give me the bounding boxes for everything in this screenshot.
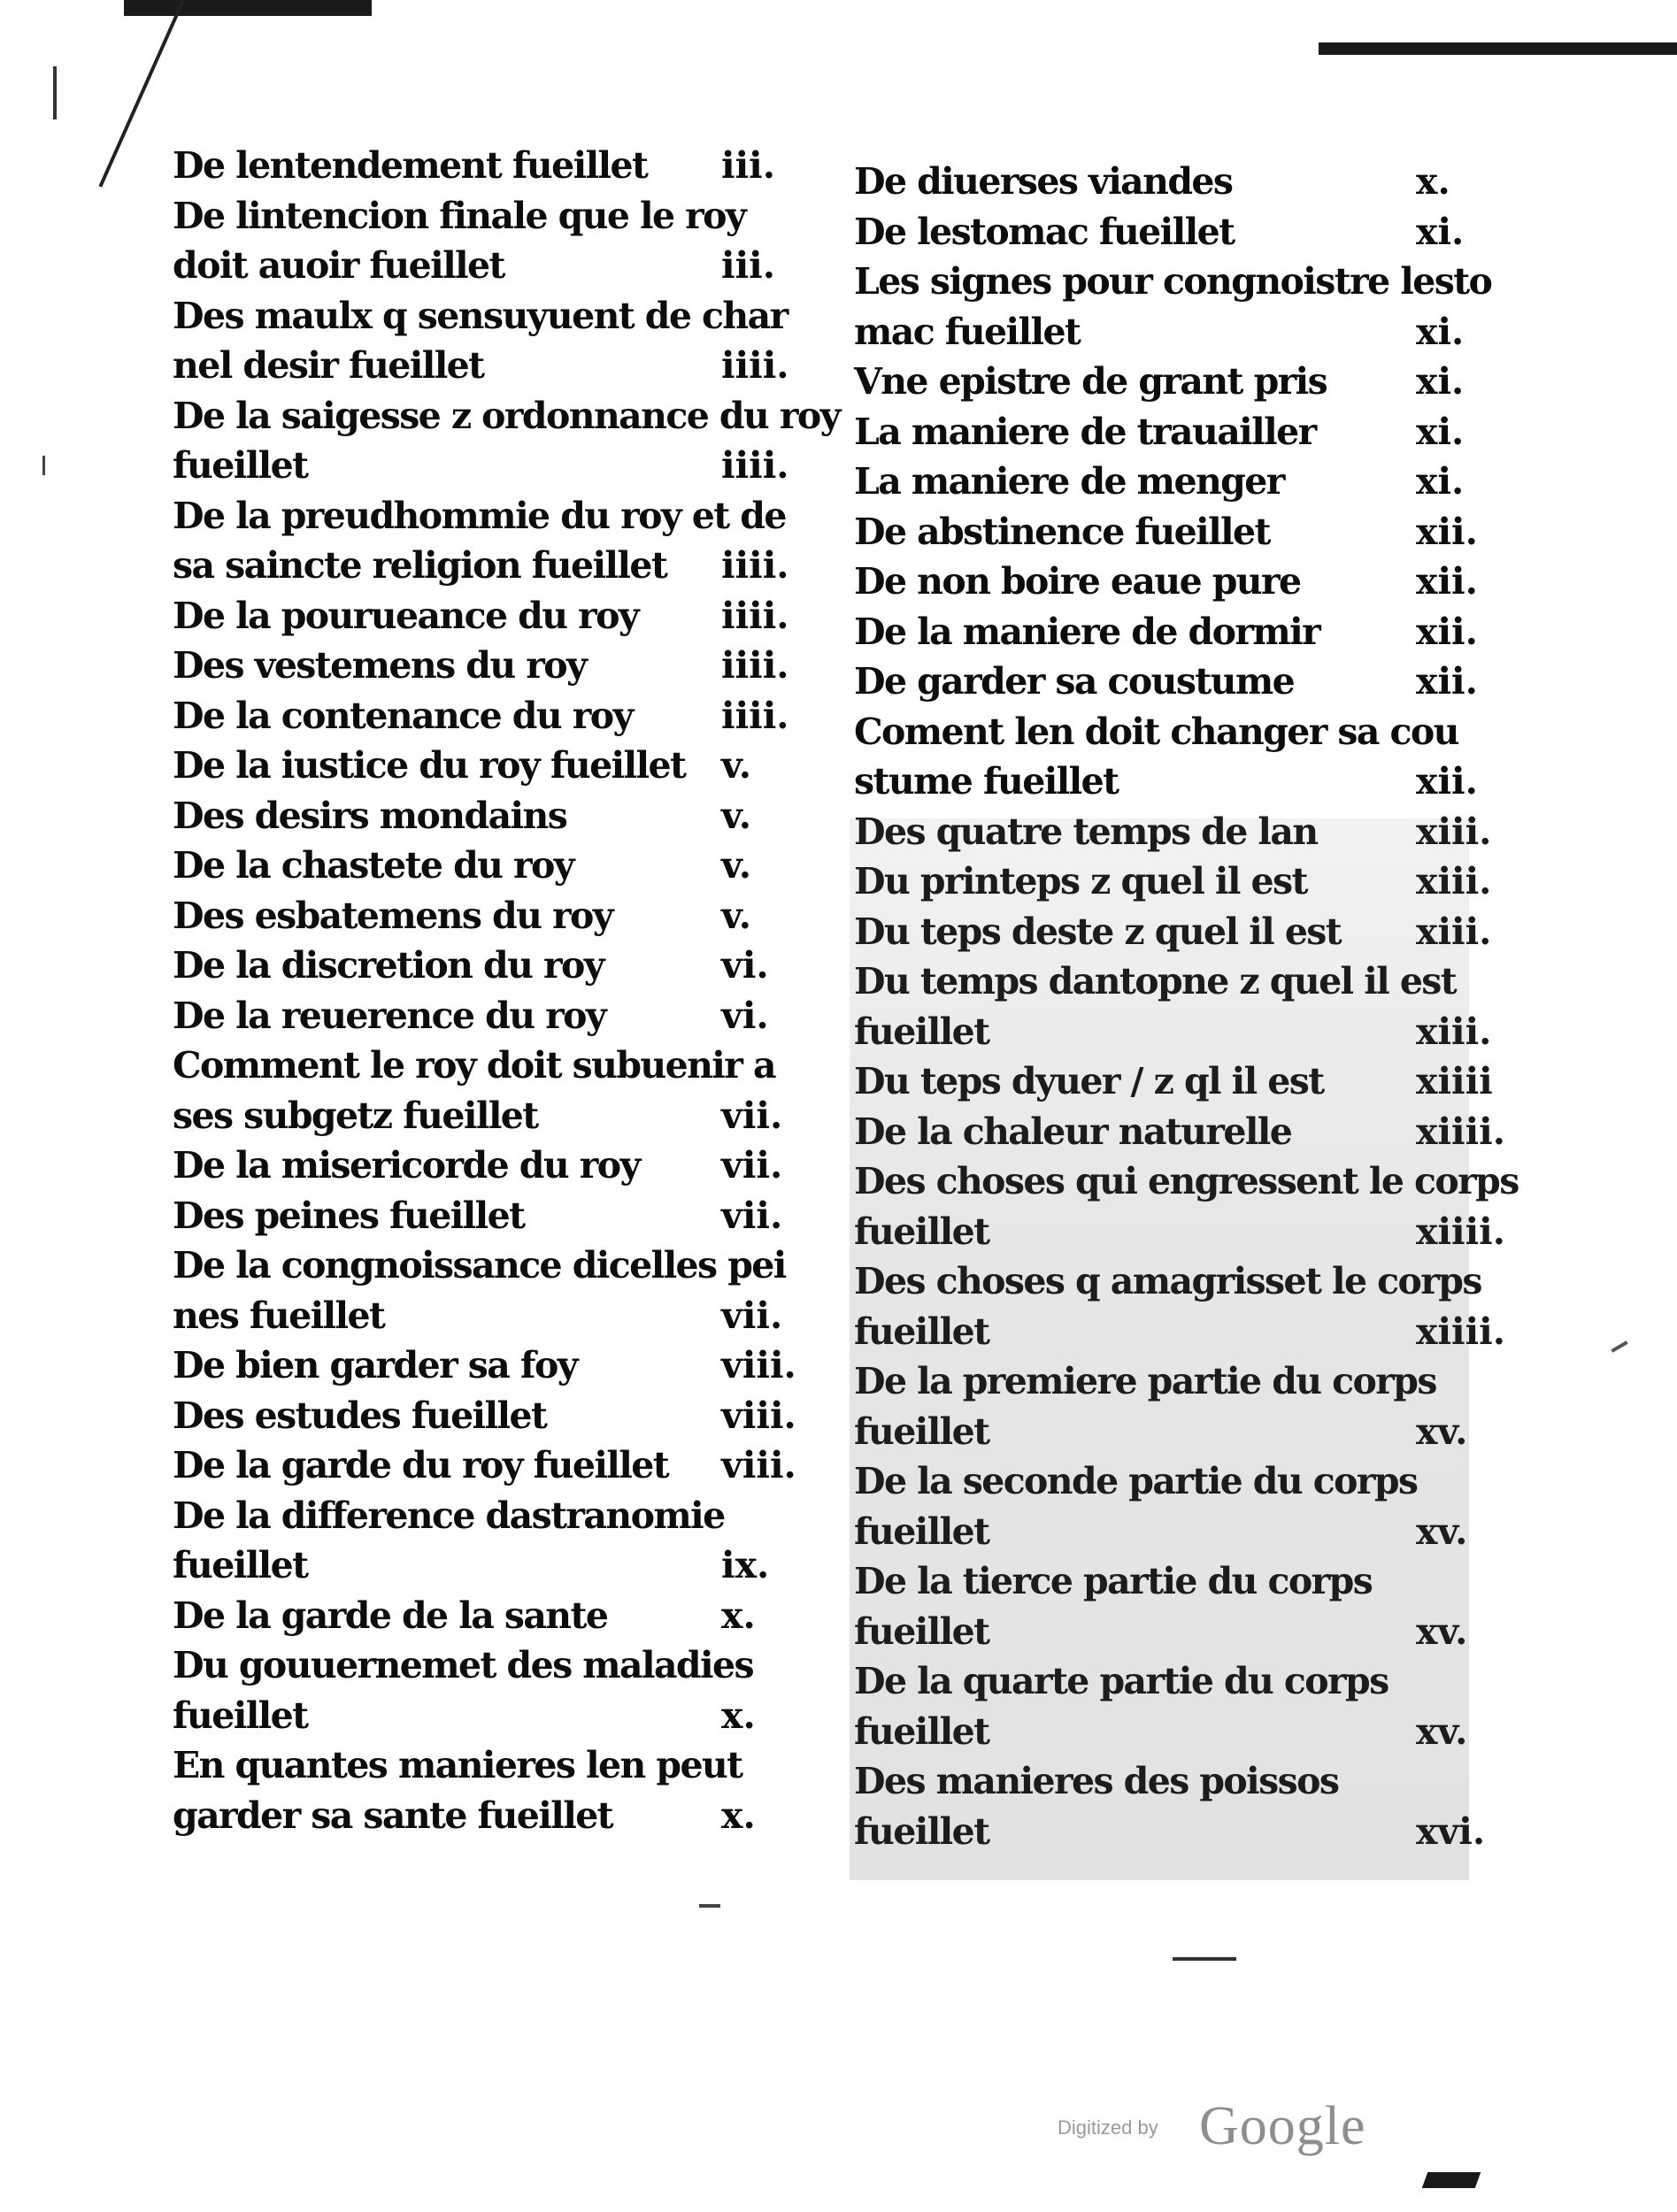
toc-entry-folio: vi.	[721, 994, 769, 1037]
toc-entry-folio: ix.	[721, 1544, 770, 1586]
toc-entry-folio: vii.	[721, 1194, 783, 1237]
toc-entry-title: De la garde de la sante	[173, 1594, 608, 1637]
toc-entry-title: De la congnoissance dicelles pei	[173, 1244, 786, 1286]
toc-entry-folio: vii.	[721, 1294, 783, 1337]
scan-edge-mark	[1319, 42, 1677, 55]
toc-entry-folio: xii.	[1416, 560, 1478, 603]
toc-entry-title: fueillet	[854, 1809, 989, 1853]
toc-entry-title: Des maulx q sensuyuent de char	[173, 294, 788, 337]
toc-entry-title: De la garde du roy fueillet	[173, 1444, 669, 1486]
scan-speck	[1173, 1957, 1236, 1961]
toc-entry-folio: iii.	[721, 144, 775, 187]
toc-entry-title: De la seconde partie du corps	[854, 1460, 1418, 1502]
toc-entry-title: De la maniere de dormir	[854, 610, 1320, 653]
toc-entry-title: De la reuerence du roy	[173, 994, 606, 1037]
toc-entry-title: Des choses q amagrisset le corps	[854, 1260, 1481, 1302]
toc-entry-title: De lentendement fueillet	[173, 144, 648, 187]
toc-entry-folio: xv.	[1416, 1609, 1468, 1653]
toc-entry-folio: vi.	[721, 944, 769, 987]
toc-entry-title: stume fueillet	[854, 760, 1119, 803]
toc-entry-title: De la misericorde du roy	[173, 1144, 640, 1187]
google-logo: Google	[1199, 2096, 1366, 2156]
toc-entry-title: De la difference dastranomie	[173, 1494, 725, 1537]
toc-entry-title: De lestomac fueillet	[854, 210, 1235, 253]
toc-entry-title: garder sa sante fueillet	[173, 1793, 613, 1837]
scan-speck	[53, 66, 57, 119]
toc-entry-folio: xiii.	[1416, 860, 1492, 902]
toc-entry-title: De la contenance du roy	[173, 694, 633, 737]
toc-entry-title: fueillet	[854, 1409, 989, 1453]
toc-entry-folio: iiii.	[721, 544, 789, 587]
toc-entry-title: De abstinence fueillet	[854, 510, 1270, 553]
toc-entry-folio: xv.	[1416, 1509, 1468, 1553]
toc-entry-title: Les signes pour congnoistre lesto	[854, 260, 1492, 303]
toc-entry-folio: xii.	[1416, 610, 1478, 653]
toc-entry-title: De la premiere partie du corps	[854, 1360, 1436, 1402]
toc-entry-title: nes fueillet	[173, 1294, 385, 1337]
toc-entry-title: De non boire eaue pure	[854, 560, 1301, 603]
toc-entry-title: La maniere de trauailler	[854, 410, 1316, 453]
toc-entry-title: Des estudes fueillet	[173, 1394, 547, 1437]
toc-entry-folio: xi.	[1416, 410, 1465, 453]
toc-entry-title: Du teps dyuer / z ql il est	[854, 1060, 1324, 1102]
toc-entry-title: Du teps deste z quel il est	[854, 910, 1342, 953]
toc-entry-title: De la quarte partie du corps	[854, 1660, 1389, 1702]
toc-entry-title: Des esbatemens du roy	[173, 894, 612, 937]
toc-entry-title: De la preudhommie du roy et de	[173, 494, 786, 537]
toc-entry-folio: xvi.	[1416, 1809, 1486, 1853]
digitized-by-label: Digitized by	[1058, 2116, 1158, 2139]
toc-entry-title: Des vestemens du roy	[173, 644, 587, 687]
toc-entry-folio: xiii.	[1416, 810, 1492, 853]
toc-entry-title: En quantes manieres len peut	[173, 1744, 742, 1786]
toc-entry-folio: iiii.	[721, 644, 789, 687]
toc-entry-title: De garder sa coustume	[854, 660, 1295, 703]
toc-entry-folio: xiii.	[1416, 1010, 1492, 1053]
toc-entry-folio: xii.	[1416, 660, 1478, 703]
toc-entry-folio: iiii.	[721, 444, 789, 487]
toc-entry-folio: xiiii.	[1416, 1310, 1506, 1353]
toc-entry-title: De la iustice du roy fueillet	[173, 744, 686, 787]
toc-entry-folio: xiiii.	[1416, 1210, 1506, 1253]
toc-entry-title: fueillet	[854, 1709, 989, 1753]
toc-entry-folio: v.	[721, 744, 751, 787]
toc-entry-title: Coment len doit changer sa cou	[854, 710, 1458, 753]
toc-entry-title: La maniere de menger	[854, 460, 1284, 503]
toc-entry-title: nel desir fueillet	[173, 344, 484, 387]
toc-entry-title: De la discretion du roy	[173, 944, 604, 987]
toc-entry-folio: x.	[721, 1793, 756, 1837]
toc-entry-title: Des quatre temps de lan	[854, 810, 1318, 853]
scan-speck	[42, 456, 45, 475]
toc-entry-folio: xiiii.	[1416, 1110, 1506, 1153]
scan-speck	[1611, 1340, 1627, 1352]
toc-entry-folio: iiii.	[721, 344, 789, 387]
toc-entry-title: Du temps dantopne z quel il est	[854, 960, 1457, 1002]
toc-entry-title: De la tierce partie du corps	[854, 1560, 1373, 1602]
toc-entry-title: fueillet	[854, 1609, 989, 1653]
toc-entry-title: fueillet	[854, 1509, 989, 1553]
toc-entry-title: Du gouuernemet des maladies	[173, 1644, 753, 1686]
toc-entry-title: De la saigesse z ordonnance du roy	[173, 394, 840, 437]
toc-entry-title: Des desirs mondains	[173, 794, 567, 837]
toc-entry-title: fueillet	[173, 1694, 308, 1737]
toc-entry-folio: xi.	[1416, 460, 1465, 503]
toc-entry-folio: v.	[721, 894, 751, 937]
toc-entry-title: mac fueillet	[854, 310, 1081, 353]
toc-entry-title: De diuerses viandes	[854, 160, 1233, 203]
toc-entry-title: De la chastete du roy	[173, 844, 573, 887]
toc-entry-title: fueillet	[173, 1544, 308, 1586]
toc-entry-title: sa saincte religion fueillet	[173, 544, 667, 587]
toc-entry-title: fueillet	[854, 1010, 989, 1053]
toc-entry-folio: viii.	[721, 1344, 796, 1386]
toc-entry-title: fueillet	[854, 1210, 989, 1253]
toc-entry-folio: viii.	[721, 1444, 796, 1486]
scan-corner-mark	[1422, 2172, 1481, 2188]
toc-entry-folio: xi.	[1416, 310, 1465, 353]
toc-entry-folio: iiii.	[721, 594, 789, 637]
toc-entry-folio: x.	[1416, 160, 1450, 203]
toc-entry-folio: v.	[721, 794, 751, 837]
toc-entry-title: ses subgetz fueillet	[173, 1094, 538, 1137]
scan-speck	[699, 1904, 720, 1908]
toc-entry-folio: xiiii	[1416, 1060, 1493, 1102]
toc-entry-title: fueillet	[173, 444, 308, 487]
toc-entry-folio: v.	[721, 844, 751, 887]
toc-entry-title: Vne epistre de grant pris	[854, 360, 1327, 403]
toc-entry-title: Des manieres des poissos	[854, 1760, 1339, 1802]
toc-entry-title: De la chaleur naturelle	[854, 1110, 1292, 1153]
toc-entry-title: Des peines fueillet	[173, 1194, 525, 1237]
toc-entry-folio: xii.	[1416, 760, 1478, 803]
toc-entry-folio: x.	[721, 1594, 756, 1637]
toc-entry-title: Comment le roy doit subuenir a	[173, 1044, 775, 1087]
toc-entry-folio: xiii.	[1416, 910, 1492, 953]
toc-entry-folio: vii.	[721, 1094, 783, 1137]
toc-entry-title: Des choses qui engressent le corps	[854, 1160, 1519, 1202]
toc-entry-title: doit auoir fueillet	[173, 244, 504, 287]
toc-entry-folio: xi.	[1416, 210, 1465, 253]
toc-entry-title: Du printeps z quel il est	[854, 860, 1307, 902]
toc-entry-title: De lintencion finale que le roy	[173, 194, 746, 237]
toc-entry-folio: vii.	[721, 1144, 783, 1187]
toc-entry-folio: viii.	[721, 1394, 796, 1437]
toc-entry-folio: xii.	[1416, 510, 1478, 553]
toc-entry-title: De bien garder sa foy	[173, 1344, 577, 1386]
toc-entry-folio: xv.	[1416, 1709, 1468, 1753]
toc-entry-folio: x.	[721, 1694, 756, 1737]
toc-entry-folio: xv.	[1416, 1409, 1468, 1453]
toc-entry-folio: iiii.	[721, 694, 789, 737]
toc-entry-folio: xi.	[1416, 360, 1465, 403]
toc-entry-title: De la pourueance du roy	[173, 594, 639, 637]
toc-entry-title: fueillet	[854, 1310, 989, 1353]
toc-entry-folio: iii.	[721, 244, 775, 287]
scan-edge-mark	[124, 0, 372, 16]
